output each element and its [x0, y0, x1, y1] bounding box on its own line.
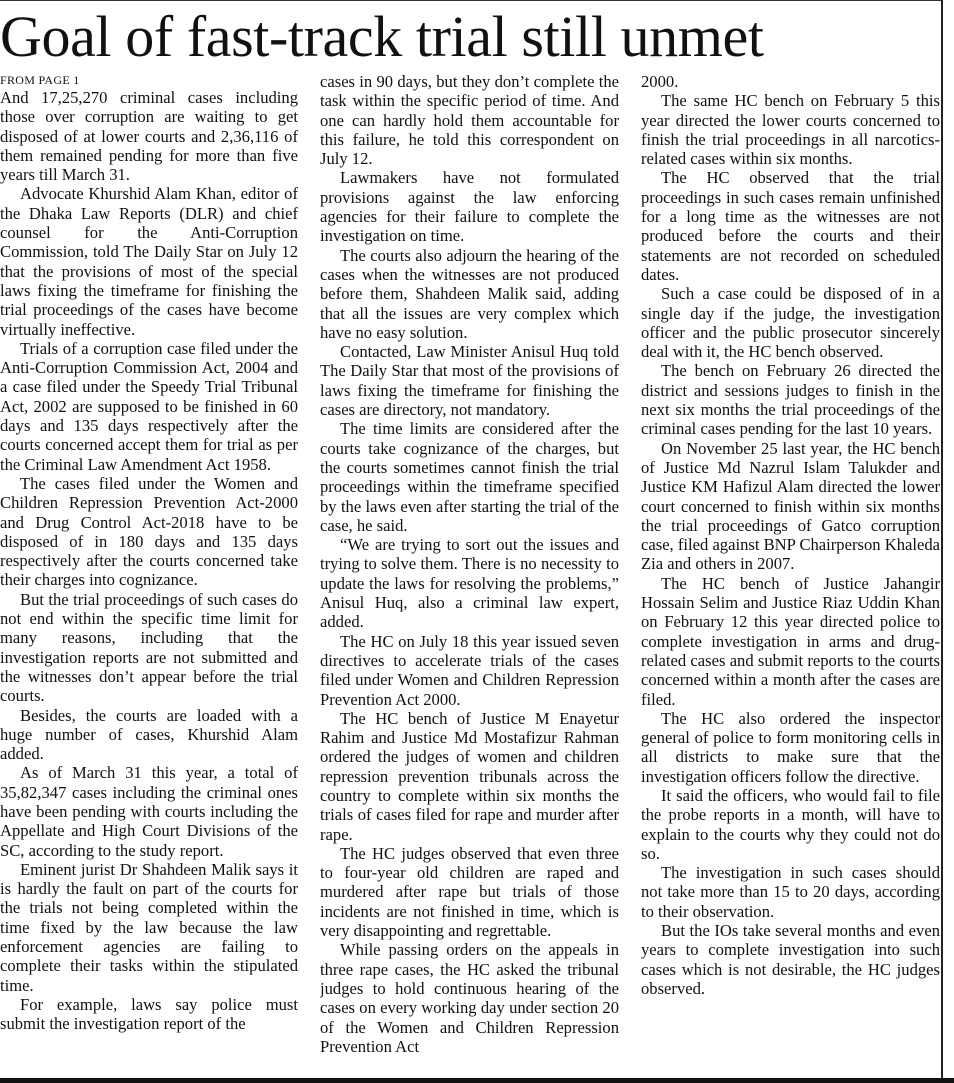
paragraph: The HC judges observed that even three to four-year old children are raped and murdered after rape but trials of those incidents are not finished in time, which is very disappointing and regrettable. — [320, 843, 619, 941]
paragraph: Lawmakers have not formulated provisions against the law enforcing agencies for their failure to complete the investigation on time. — [320, 168, 619, 246]
paragraph: The time limits are considered after the courts take cognizance of the charges, but the courts sometimes cannot finish the trial proceedings within the timeframe specified by the laws even after starting the trial of the case, he said. — [320, 419, 619, 535]
paragraph: The cases filed under the Women and Children Repression Prevention Act-2000 and Drug Control Act-2018 have to be disposed of in 180 days and 135 days respectively after the courts concerned take their charges into cognizance. — [0, 473, 298, 590]
paragraph: The HC also ordered the inspector general of police to form monitoring cells in all districts to make sure that the investigation officers follow the directive. — [641, 708, 940, 786]
paragraph: The courts also adjourn the hearing of the cases when the witnesses are not produced before them, Shahdeen Malik said, adding that all the issues are very complex which have no easy solution. — [320, 245, 619, 342]
paragraph: cases in 90 days, but they don’t complete the task within the specific period of time. And one can hardly hold them accountable for this failure, he told this correspondent on July 12. — [320, 72, 619, 169]
paragraph: The HC observed that the trial proceedings in such cases remain unfinished for a long time as the witnesses are not produced before the courts and their statements are not recorded on scheduled dates. — [641, 168, 940, 284]
article-column-3 — [641, 72, 940, 1078]
paragraph: The HC bench of Justice M Enayetur Rahim and Justice Md Mostafizur Rahman ordered the judges of women and children repression prevention tribunals across the country to complete within six months the trials of cases filed for rape and murder after rape. — [320, 708, 619, 844]
paragraph: While passing orders on the appeals in three rape cases, the HC asked the tribunal judges to hold continuous hearing of the cases on every working day under section 20 of the Women and Children Repression Prevention Act — [320, 940, 619, 1056]
paragraph: The bench on February 26 directed the district and sessions judges to finish in the next six months the trial proceedings of the criminal cases pending for the last 10 years. — [641, 361, 940, 439]
article-column-1 — [0, 72, 298, 1078]
paragraph: 2000. — [641, 72, 679, 91]
paragraph: Such a case could be disposed of in a single day if the judge, the investigation officer and the public prosecutor sincerely deal with it, the HC bench observed. — [641, 284, 940, 362]
top-border — [0, 0, 942, 1]
paragraph: Contacted, Law Minister Anisul Huq told The Daily Star that most of the provisions of laws fixing the timeframe for finishing the cases are directory, not mandatory. — [320, 342, 619, 420]
paragraph: “We are trying to sort out the issues and trying to solve them. There is no necessity to update the laws for resolving the problems,” Anisul Huq, also a criminal law expert, added. — [320, 535, 619, 632]
paragraph: Besides, the courts are loaded with a huge number of cases, Khurshid Alam added. — [0, 705, 298, 764]
headline: Goal of fast-track trial still unmet — [0, 4, 764, 69]
article-column-2 — [320, 72, 619, 1078]
paragraph: Eminent jurist Dr Shahdeen Malik says it is hardly the fault on part of the courts for the trials not being completed within the time fixed by the law because the law enforcement agencies are failing to complete their tasks within the stipulated time. — [0, 859, 298, 995]
paragraph: But the trial proceedings of such cases do not end within the specific time limit for many reasons, including that the investigation reports are not submitted and the witnesses don’t appear before the trial courts. — [0, 589, 298, 706]
paragraph: As of March 31 this year, a total of 35,82,347 cases including the criminal ones have been pending with courts including the Appellate and High Court Divisions of the SC, according to the study report. — [0, 763, 298, 860]
paragraph: And 17,25,270 criminal cases including those over corruption are waiting to get disposed of at lower courts and 2,36,116 of them remained pending for more than five years till March 31. — [0, 88, 298, 185]
paragraph: It said the officers, who would fail to file the probe reports in a month, will have to explain to the courts why they could not do so. — [641, 785, 940, 863]
continuation-kicker: FROM PAGE 1 — [0, 73, 80, 87]
paragraph: For example, laws say police must submit the investigation report of the — [0, 994, 298, 1034]
paragraph: The HC bench of Justice Jahangir Hossain Selim and Justice Riaz Uddin Khan on February 12 this year directed police to complete investigation in arms and drug-related cases and submit reports to the courts concerned within a month after the cases are filed. — [641, 573, 940, 709]
paragraph: The same HC bench on February 5 this year directed the lower courts concerned to finish the trial proceedings in all narcotics-related cases within six months. — [641, 91, 940, 169]
paragraph: The HC on July 18 this year issued seven directives to accelerate trials of the cases filed under Women and Children Repression Prevention Act 2000. — [320, 631, 619, 709]
right-border — [941, 0, 943, 1083]
paragraph: But the IOs take several months and even years to complete investigation into such cases which is not desirable, the HC judges observed. — [641, 921, 940, 998]
paragraph: Trials of a corruption case filed under the Anti-Corruption Commission Act, 2004 and a case filed under the Speedy Trial Tribunal Act, 2002 are supposed to be finished in 60 days and 135 days respectively after the courts concerned accept them for trial as per the Criminal Law Amendment Act 1958. — [0, 338, 298, 474]
paragraph: Advocate Khurshid Alam Khan, editor of the Dhaka Law Reports (DLR) and chief counsel for the Anti-Corruption Commission, told The Daily Star on July 12 that the provisions of most of the special laws fixing the timeframe for finishing the trial proceedings of the cases have become virtually ineffective. — [0, 184, 298, 339]
paragraph: The investigation in such cases should not take more than 15 to 20 days, according to their observation. — [641, 863, 940, 921]
bottom-border — [0, 1078, 954, 1083]
paragraph: On November 25 last year, the HC bench of Justice Md Nazrul Islam Talukder and Justice KM Hafizul Alam directed the lower court concerned to finish within six months the trial proceedings of Gatco corruption case, filed against BNP Chairperson Khaleda Zia and others in 2007. — [641, 438, 940, 574]
